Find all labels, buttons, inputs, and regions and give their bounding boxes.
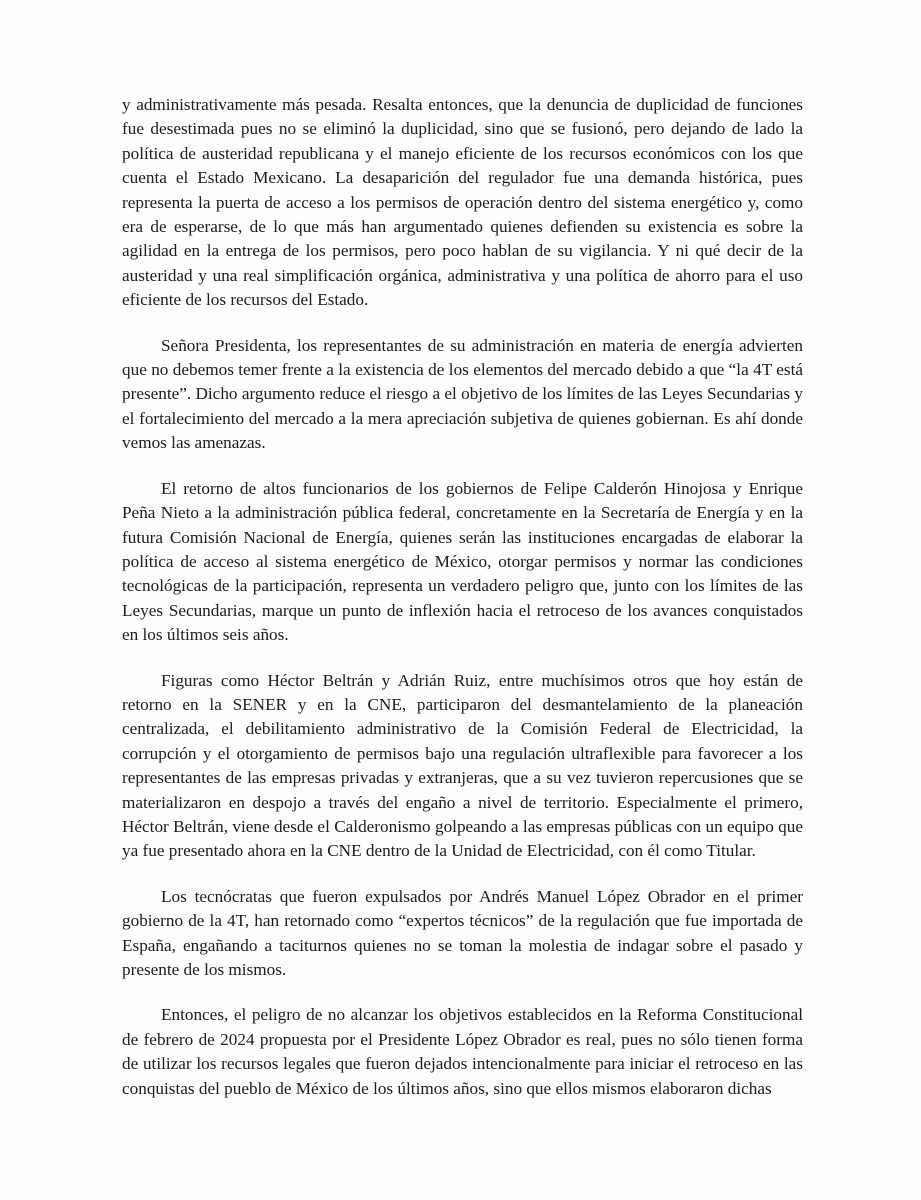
paragraph-senora-presidenta: Señora Presidenta, los representantes de su administración en materia de energía advierten que no debemos temer frente a la existencia de los elementos del mercado debido a que “la 4T está presente”. Dicho argumento reduce el riesgo a el objetivo de los límites de las Leyes Secundarias y el fortalecimiento del mercado a la mera apreciación subjetiva de quienes gobiernan. Es ahí donde vemos las amenazas. bbox=[122, 335, 803, 453]
paragraph-entonces: Entonces, el peligro de no alcanzar los objetivos establecidos en la Reforma Constitucional de febrero de 2024 propuesta por el Presidente López Obrador es real, pues no sólo tienen forma de utilizar los recursos legales que fueron dejados intencionalmente para iniciar el retroceso en las conquistas del pueblo de México de los últimos años, sino que ellos mismos elaboraron dichas bbox=[122, 1005, 803, 1098]
paragraph-tecnocratas: Los tecnócratas que fueron expulsados por Andrés Manuel López Obrador en el primer gobierno de la 4T, han retornado como “expertos técnicos” de la regulación que fue importada de España, engañando a taciturnos quienes no se toman la molestia de indagar sobre el pasado y presente de los mismos. bbox=[122, 886, 803, 979]
document-body bbox=[122, 93, 803, 1122]
paragraph-continuation: y administrativamente más pesada. Resalta entonces, que la denuncia de duplicidad de funciones fue desestimada pues no se eliminó la duplicidad, sino que se fusionó, pero dejando de lado la política de austeridad republicana y el manejo eficiente de los recursos económicos con los que cuenta el Estado Mexicano. La desaparición del regulador fue una demanda histórica, pues representa la puerta de acceso a los permisos de operación dentro del sistema energético y, como era de esperarse, de lo que más han argumentado quienes defienden su existencia es sobre la agilidad en la entrega de los permisos, pero poco hablan de su vigilancia. Y ni qué decir de la austeridad y una real simplificación orgánica, administrativa y una política de ahorro para el uso eficiente de los recursos del Estado. bbox=[122, 95, 803, 310]
paragraph-figuras: Figuras como Héctor Beltrán y Adrián Ruiz, entre muchísimos otros que hoy están de retorno en la SENER y en la CNE, participaron del desmantelamiento de la planeación centralizada, el debilitamiento administrativo de la Comisión Federal de Electricidad, la corrupción y el otorgamiento de permisos bajo una regulación ultraflexible para favorecer a los representantes de las empresas privadas y extranjeras, que a su vez tuvieron repercusiones que se materializaron en despojo a través del engaño a nivel de territorio. Especialmente el primero, Héctor Beltrán, viene desde el Calderonismo golpeando a las empresas públicas con un equipo que ya fue presentado ahora en la CNE dentro de la Unidad de Electricidad, con él como Titular. bbox=[122, 670, 803, 861]
paragraph-retorno-funcionarios: El retorno de altos funcionarios de los gobiernos de Felipe Calderón Hinojosa y Enrique Peña Nieto a la administración pública federal, concretamente en la Secretaría de Energía y en la futura Comisión Nacional de Energía, quienes serán las instituciones encargadas de elaborar la política de acceso al sistema energético de México, otorgar permisos y normar las condiciones tecnológicas de la participación, representa un verdadero peligro que, junto con los límites de las Leyes Secundarias, marque un punto de inflexión hacia el retroceso de los avances conquistados en los últimos seis años. bbox=[122, 478, 803, 645]
